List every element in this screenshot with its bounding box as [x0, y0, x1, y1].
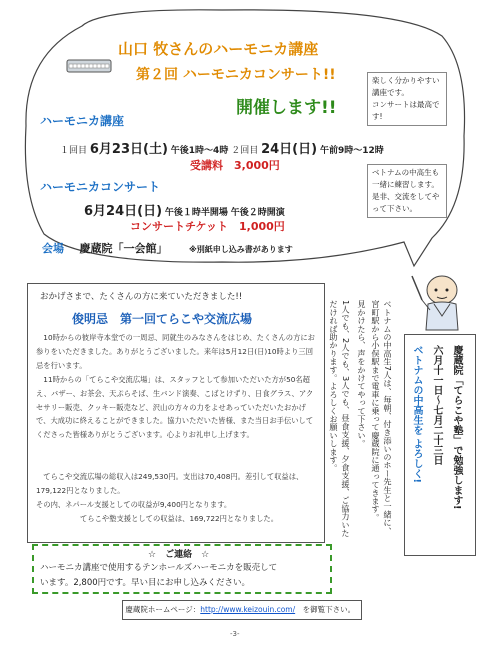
day1-date: 6月23日(土) [89, 142, 168, 157]
vietnam-col-2: 六月十一日～七月二十三日 [431, 345, 442, 465]
footer-prefix: 慶蔵院ホームページ： [125, 605, 201, 614]
lesson-schedule [60, 138, 384, 157]
venue-label: 会場 [42, 242, 64, 255]
concert-ticket: コンサートチケット 1,000円 [130, 220, 285, 233]
concert-schedule [84, 200, 285, 219]
vietnam-text-2: 見かけたら、声をかけてやって下さい。 [357, 300, 367, 448]
article-para-2: 11時からの「てらこや交流広場」は、スタッフとして参加いただいた方が50名超え、バザー、お茶会、天ぷらそば、生バンド演奏、こばとけずり、日食グラス、アクセサリー販売、クッキー販売など、沢山の方々の力をよせあっていただいたおかげで、大成功に終えることができました。協力いただいた皆様、また当日お手伝いしてくださった皆様ありがとうございます。心よりお礼申し上げます。 [36, 375, 314, 440]
article-para-4: その内、ネパール支援としての収益が9,400円となります。 [36, 500, 232, 509]
article-para-1: 10時からの彼岸寺本堂での一周忌、同就生のみなさんをはじめ、たくさんの方にお参りをいただきました。ありがとうございました。来年は5月12日(日)10時より三回忌を行います。 [36, 333, 315, 370]
vietnam-text-3: 1人でも、2人でも、3人でも、昼食支援、夕食支援、ご協力いただければ助かります。よろしくお願いします。 [329, 300, 351, 538]
side-note-lesson: 楽しく分かりやすい講座です。 コンサートは最高です! [367, 72, 447, 126]
article-para-5: てらこや塾支援としての収益は、169,722円となりました。 [80, 514, 279, 523]
day2-label: ２回目 [231, 146, 259, 156]
concert-start-time: 午後２時開演 [230, 208, 285, 218]
held-announcement: 開催します!! [236, 98, 337, 118]
bubble-title: 山口 牧さんのハーモニカ講座 [118, 40, 319, 58]
concert-date: 6月24日(日) [84, 204, 163, 219]
contact-line-2: います。2,800円です。早い目にお申し込みください。 [40, 578, 250, 588]
page-number: -3- [230, 630, 240, 638]
day1-time: 午後1時～4時 [170, 146, 229, 156]
side-note-vietnam: ベトナムの中高生も一緒に練習します。 是非、交流をしてやって下さい。 [367, 164, 447, 218]
concert-open-time: 午後１時半開場 [164, 208, 228, 218]
venue-name: 慶蔵院「一会館」 [79, 242, 168, 255]
website-footer [122, 600, 362, 620]
vietnam-text-1: ベトナムの中高生7人は、毎朝、付き添いのホー先生と一緒に、宮町駅から小俣駅まで電車に乗って慶蔵院に通ってきます。 [371, 300, 393, 535]
venue-note: ※別紙申し込み書があります [189, 245, 293, 254]
vietnam-col-3: 慶蔵院「てらこや塾」で勉強します! [451, 345, 462, 510]
lesson-fee: 受講料 3,000円 [190, 159, 280, 172]
lesson-heading: ハーモニカ講座 [40, 114, 125, 128]
day2-date: 24日(日) [261, 142, 318, 157]
contact-title: ☆ ご連絡 ☆ [148, 550, 210, 560]
day1-label: １回目 [60, 146, 88, 156]
harmonica-illustration [66, 58, 112, 74]
contact-line-1: ハーモニカ講座で使用するテンホールズハーモニカを販売して [40, 563, 278, 573]
monk-character-illustration [408, 270, 468, 336]
homepage-link[interactable]: http://www.keizouin.com/ [200, 605, 296, 614]
article-title: 俊明忌 第一回てらこや交流広場 [72, 312, 253, 326]
article-para-3: てらこや交流広場の総収入は249,530円。支出は70,408円。差引して収益は、179,122円となりました。 [36, 472, 304, 495]
footer-suffix: を御覧下さい。 [295, 605, 356, 614]
day2-time: 午前9時～12時 [319, 146, 384, 156]
vietnam-col-1: ベトナムの中高生を よろしく! [411, 345, 422, 484]
concert-title: 第２回 ハーモニカコンサート!! [136, 67, 336, 83]
thanks-heading: おかげさまで、たくさんの方に来ていただきました!! [40, 292, 243, 302]
concert-heading: ハーモニカコンサート [40, 180, 161, 194]
venue-row [42, 240, 293, 256]
